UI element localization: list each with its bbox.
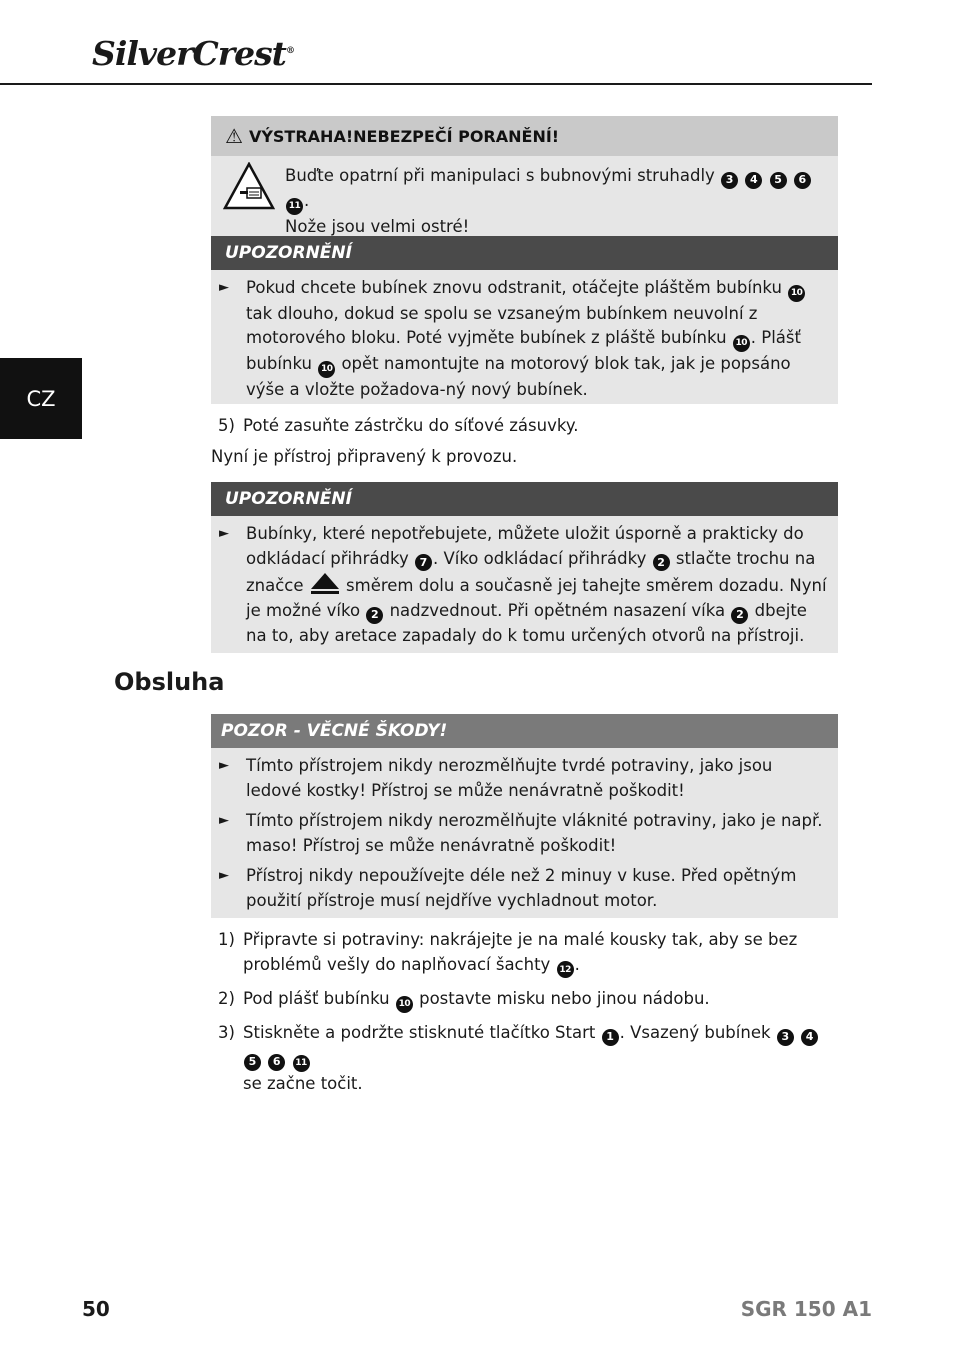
warning-box — [211, 116, 838, 243]
model-name: SGR 150 A1 — [740, 1297, 872, 1321]
list-item: ► Tímto přístrojem nikdy nerozmělňujte tvrdé potraviny, jako jsou ledové kostky! Přístroj se může nenávratně poškodit! — [219, 756, 773, 800]
caution-header: POZOR - VĚCNÉ ŠKODY! — [211, 714, 838, 748]
header-rule — [0, 83, 872, 85]
lid-marker-triangle-icon — [309, 571, 341, 595]
brand-logo: SilverCrest® — [92, 34, 294, 73]
language-tab: CZ — [0, 358, 82, 439]
step-3: 3) Stiskněte a podržte stisknuté tlačítko Start 1 . Vsazený bubínek 3 4 5 6 11 se začne točit. — [218, 1021, 840, 1096]
section-title: Obsluha — [114, 668, 225, 696]
list-item: ► Tímto přístrojem nikdy nerozmělňujte vláknité potraviny, jako je např. maso! Přístroj se může nenávratně poškodit! — [219, 811, 823, 855]
step-1: 1) Připravte si potraviny: nakrájejte je na malé kousky tak, aby se bez problémů vešly do naplňovací šachty 12 . — [218, 928, 840, 978]
note-header-1: UPOZORNĚNÍ — [211, 236, 838, 270]
step-2: 2) Pod plášť bubínku 10 postavte misku nebo jinou nádobu. — [218, 987, 840, 1013]
note-header-2: UPOZORNĚNÍ — [211, 482, 838, 516]
ready-text: Nyní je přístroj připravený k provozu. — [211, 447, 518, 466]
step-5: 5) Poté zasuňte zástrčku do síťové zásuvky. — [218, 416, 579, 435]
page-number: 50 — [82, 1297, 110, 1321]
warning-body: Buďte opatrní při manipulaci s bubnovými struhadly 3 4 5 6 11 . Nože jsou velmi ostré! — [211, 156, 838, 243]
list-item: ► Bubínky, které nepotřebujete, můžete uložit úsporně a prakticky do odkládací přihrádky 7 . Víko odkládací přihrádky 2 stlačte trochu na značce směrem dolu a současně jej tahejte směrem dozadu. Nyní je možné víko 2 nadzvednout. Při opětném nasazení víka 2 dbejte na to, aby aretace zapadaly do k tomu určených otvorů na přístroji. — [219, 524, 827, 645]
warning-triangle-icon: ⚠ — [225, 124, 243, 148]
note-box-2 — [211, 482, 838, 653]
note-box-1 — [211, 236, 838, 404]
warning-header: ⚠ VÝSTRAHA!NEBEZPEČÍ PORANĚNÍ! — [211, 116, 838, 156]
list-item: ► Přístroj nikdy nepoužívejte déle než 2 minuy v kuse. Před opětným použití přístroje musí nejdříve vychladnout motor. — [219, 866, 797, 910]
caution-box — [211, 714, 838, 918]
list-item: ► Pokud chcete bubínek znovu odstranit, otáčejte pláštěm bubínku 10 tak dlouho, dokud se spolu se vzsaneým bubínkem neuvolní z motorového bloku. Poté vyjměte bubínek z pláště bubínku 10 . Plášť bubínku 10 opět namontujte na motorový blok tak, jak je popsáno výše a vložte požadova-ný nový bubínek. — [219, 276, 830, 403]
hand-injury-warning-icon — [223, 162, 275, 210]
